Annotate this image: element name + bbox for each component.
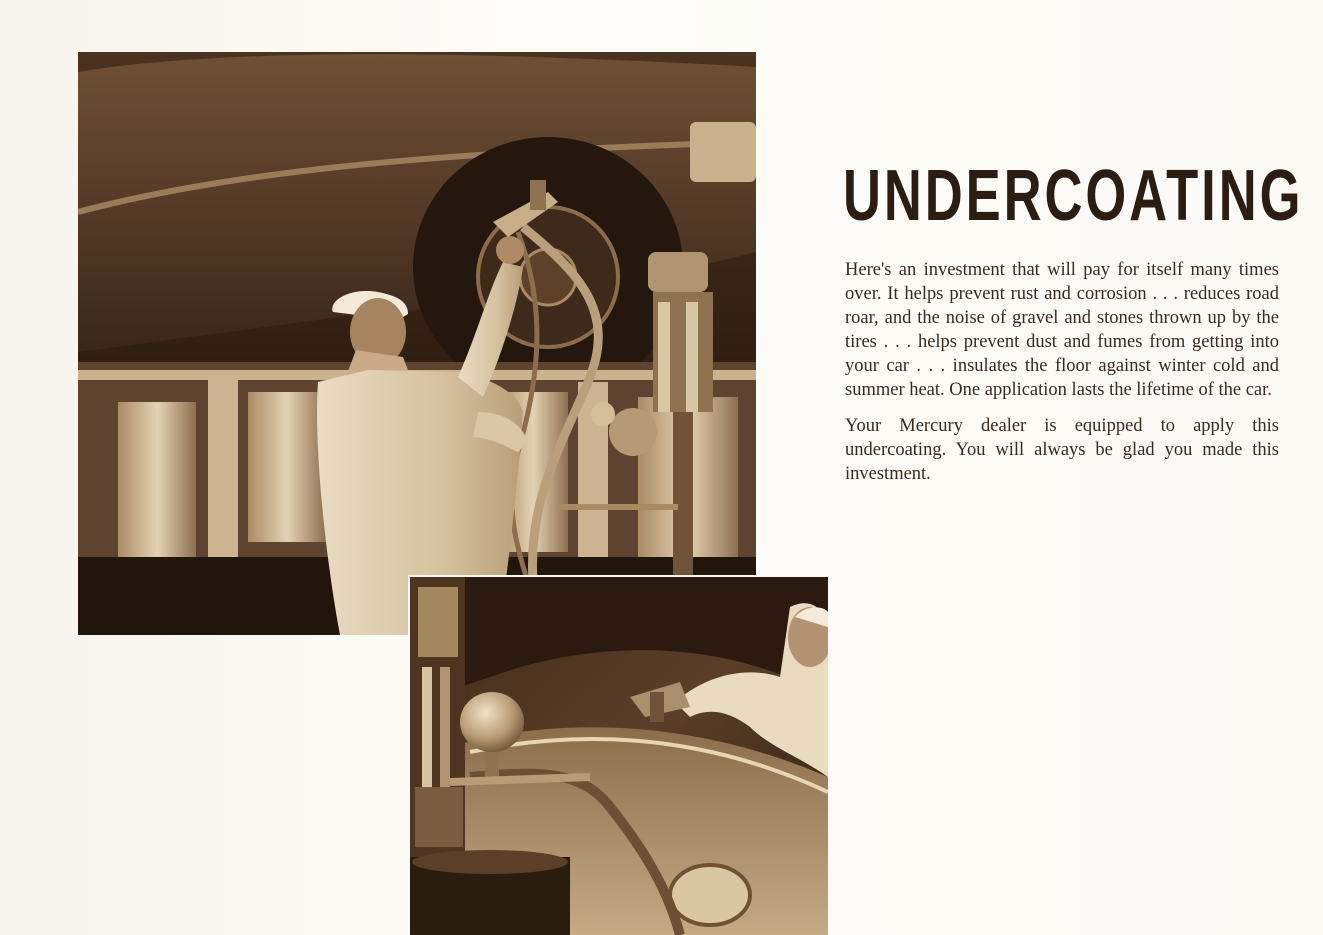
sepia-photo-wheel-well-illustration	[410, 577, 828, 935]
body-paragraph-1: Here's an investment that will pay for itself many times over. It helps prevent rust and corrosion . . . reduces road roar, and the noise of gravel and stones thrown up by the tires . . . helps prevent dust and fumes from getting into your car . . . insulates the floor against winter cold and summer heat. One application lasts the lifetime of the car.	[845, 260, 1279, 400]
page-headline: UNDERCOATING	[843, 156, 1304, 236]
sepia-photo-lift-illustration	[78, 52, 756, 635]
photo-mechanic-undercoating-lift	[78, 52, 756, 635]
article-body	[845, 258, 1279, 486]
body-paragraph-2: Your Mercury dealer is equipped to apply this undercoating. You will always be glad you made this investment.	[845, 416, 1279, 484]
photo-mechanic-undercoating-wheel-well	[410, 577, 828, 935]
